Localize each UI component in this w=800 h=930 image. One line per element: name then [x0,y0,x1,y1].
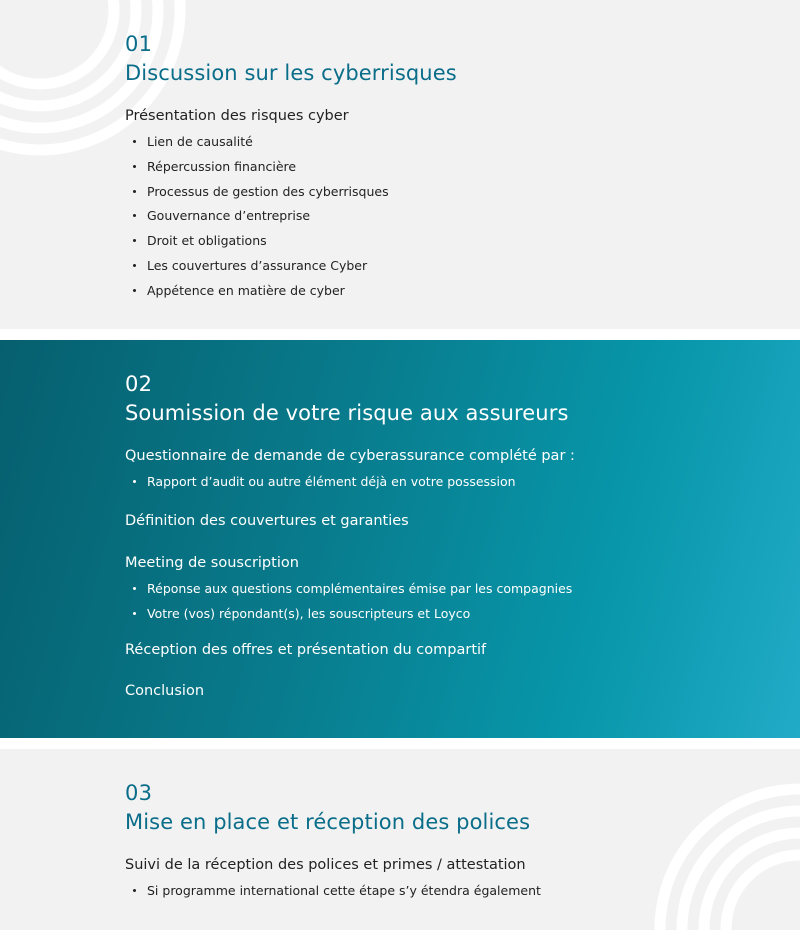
group-heading: Réception des offres et présentation du compartif [125,642,487,659]
list-item: Lien de causalité [125,134,760,159]
section-02-content [125,370,760,701]
group-heading: Présentation des risques cyber [125,108,349,124]
group-heading: Meeting de souscription [125,554,299,571]
list-item: Rapport d’audit ou autre élément déjà en votre possession [125,474,760,499]
section-01 [0,0,800,329]
list-item: Réponse aux questions complémentaires émise par les compagnies [125,581,760,606]
group-heading: Définition des couvertures et garanties [125,512,409,529]
section-number: 01 [125,32,153,56]
list-item: Gouvernance d’entreprise [125,208,760,233]
list-item: Droit et obligations [125,233,760,258]
group-heading: Suivi de la réception des polices et primes / attestation [125,857,526,873]
group-heading: Questionnaire de demande de cyberassurance complété par : [125,448,575,464]
bullet-list [125,883,760,908]
section-number: 03 [125,781,153,805]
list-item: Si programme international cette étape s’y étendra également [125,883,760,908]
bullet-list [125,134,760,308]
section-title: Mise en place et réception des polices [125,810,531,834]
list-item: Votre (vos) répondant(s), les souscripteurs et Loyco [125,606,760,631]
section-03 [0,749,800,930]
section-01-content [125,30,760,308]
list-item: Appétence en matière de cyber [125,283,760,308]
list-item: Répercussion financière [125,159,760,184]
section-number: 02 [125,372,153,396]
bullet-list [125,581,760,631]
group-heading: Conclusion [125,683,205,700]
section-03-content [125,779,760,908]
list-item: Les couvertures d’assurance Cyber [125,258,760,283]
section-title: Soumission de votre risque aux assureurs [125,401,569,425]
section-02 [0,340,800,738]
bullet-list [125,474,760,499]
section-title: Discussion sur les cyberrisques [125,61,457,85]
list-item: Processus de gestion des cyberrisques [125,184,760,209]
